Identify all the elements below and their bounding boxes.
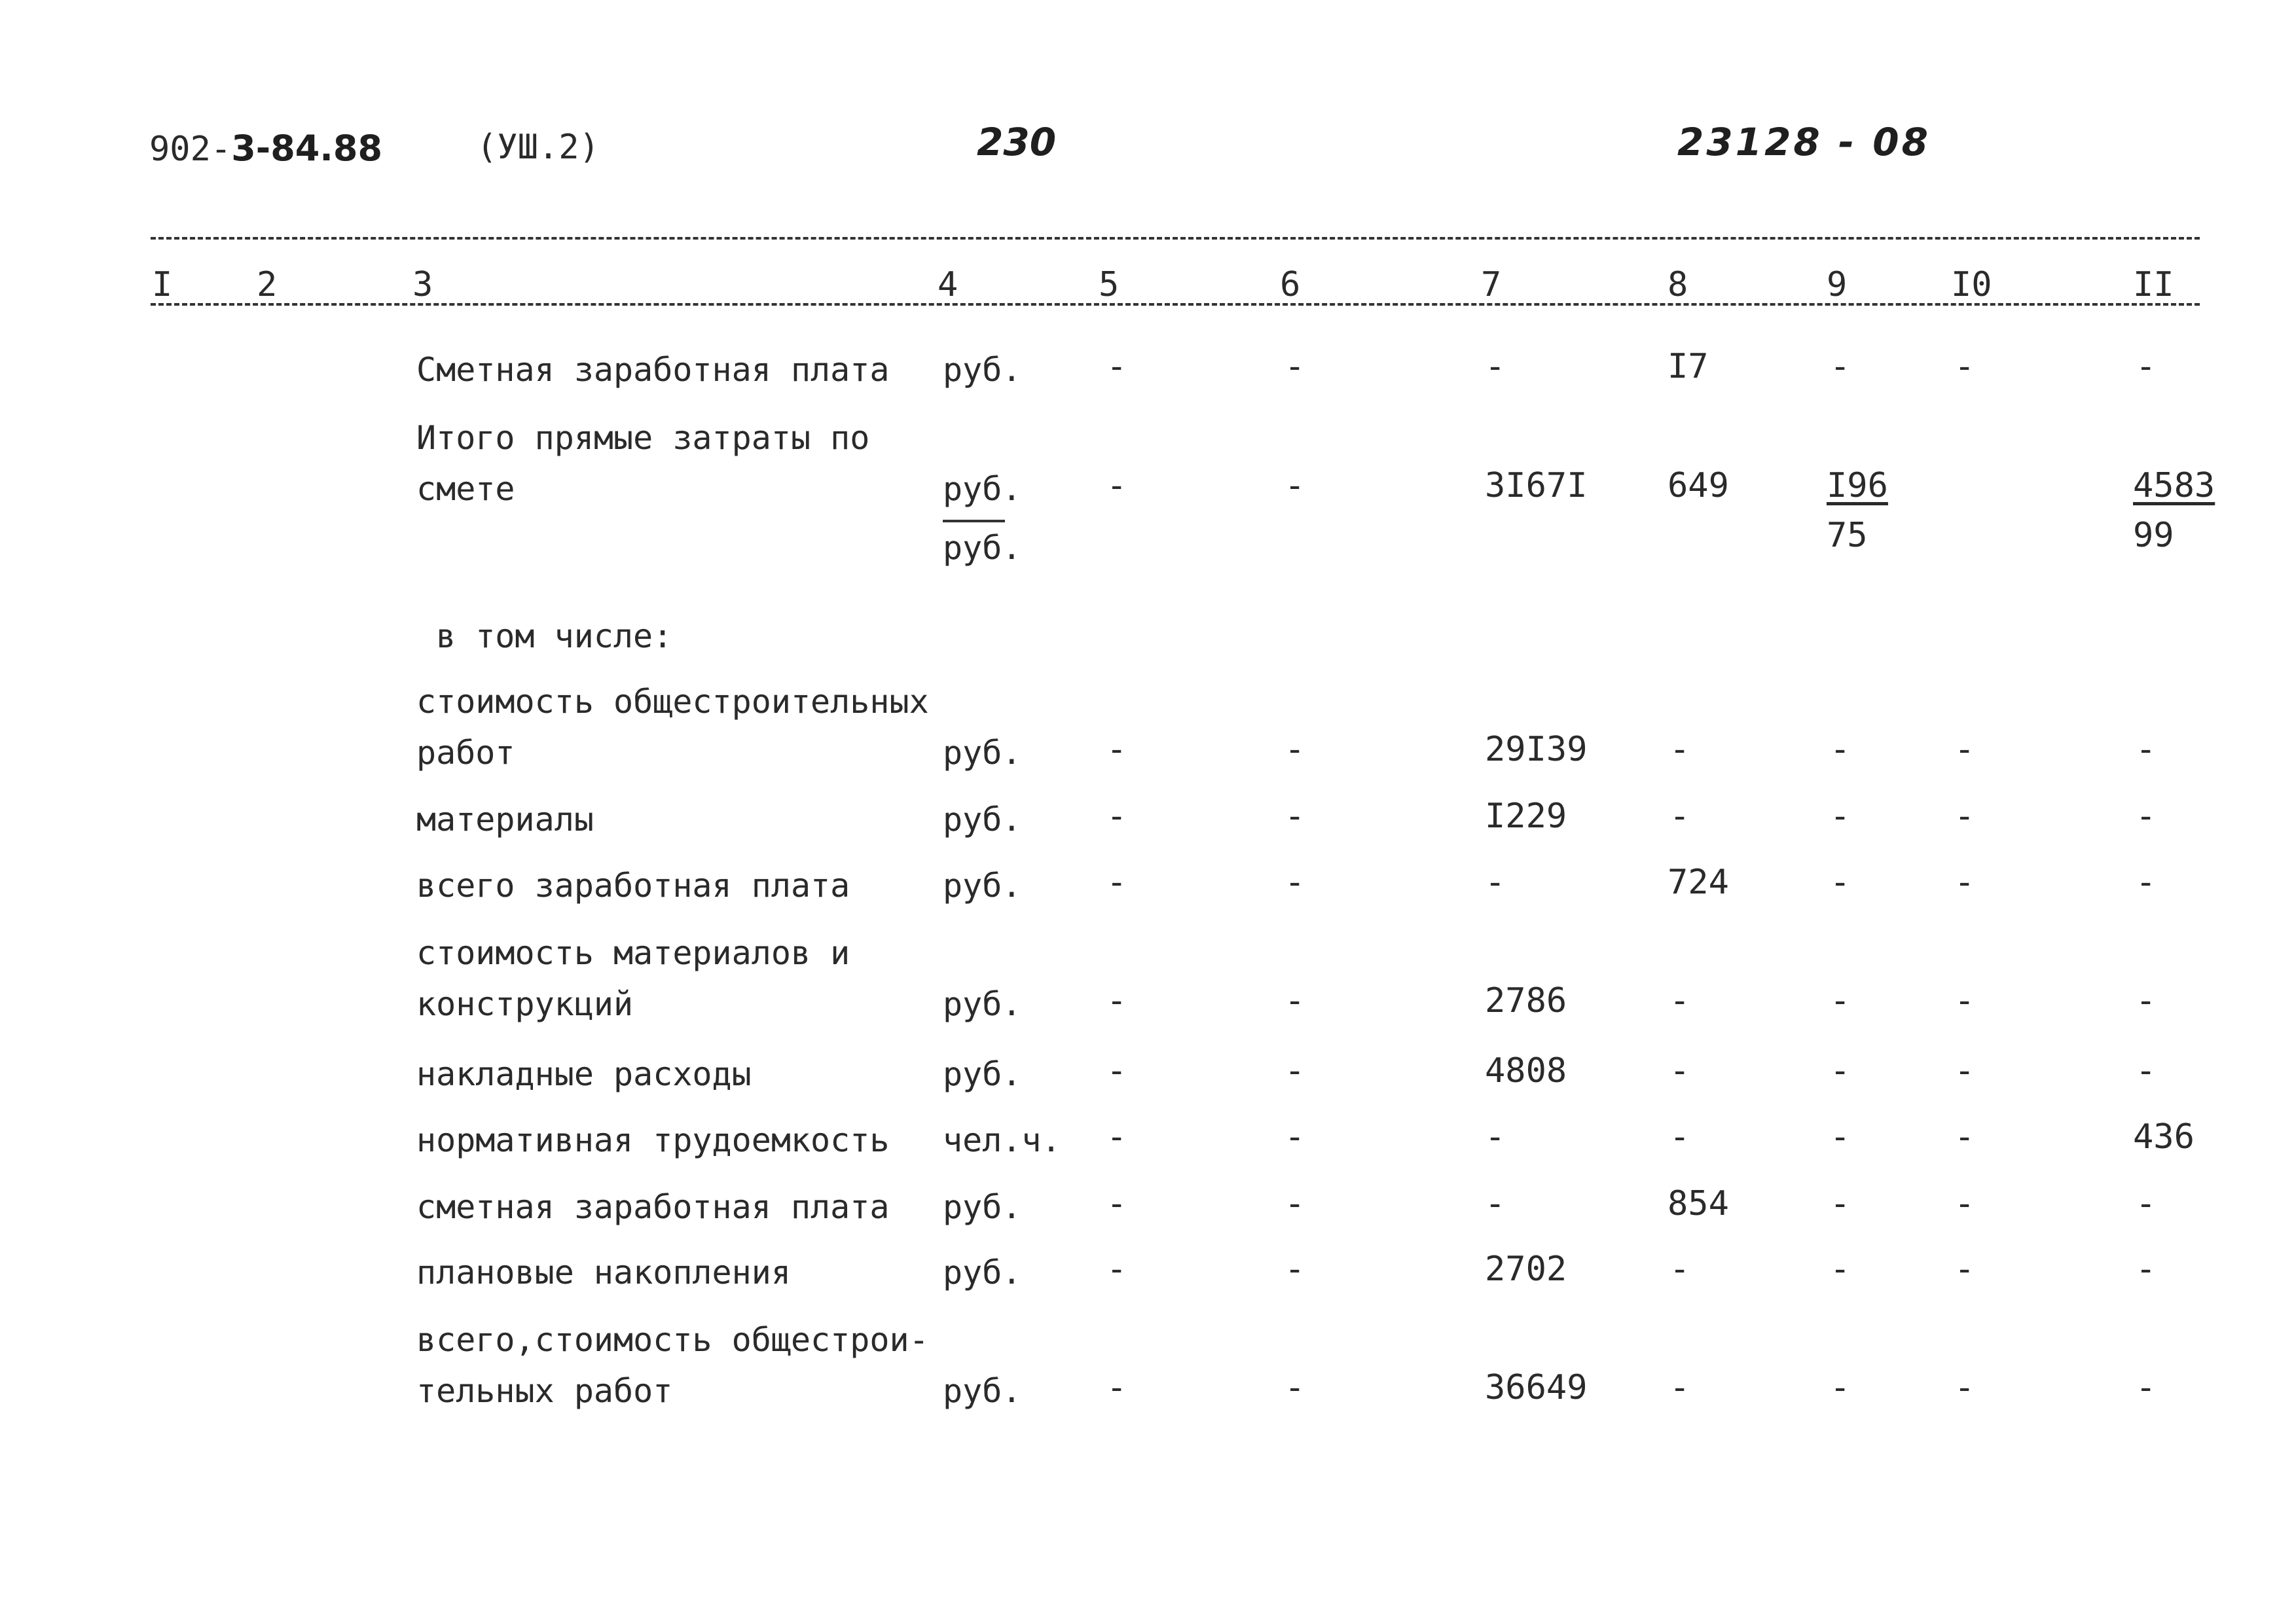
column-number: 8 <box>1667 265 1688 304</box>
cell-value: I96 <box>1827 466 1888 505</box>
empty-cell-dash: - <box>1285 863 1305 902</box>
row-label: стоимость общестроительных <box>416 683 929 721</box>
column-number: I <box>152 265 173 304</box>
cell-value: 2702 <box>1485 1250 1567 1289</box>
cell-value: 4808 <box>1485 1051 1567 1091</box>
column-number: 7 <box>1481 265 1502 304</box>
empty-cell-dash: - <box>1285 730 1305 769</box>
row-unit: руб. <box>943 801 1022 839</box>
row-unit: руб. <box>943 1372 1022 1410</box>
row-unit: руб. <box>943 734 1022 772</box>
column-number: 5 <box>1099 265 1120 304</box>
empty-cell-dash: - <box>1106 1184 1127 1223</box>
row-unit: руб. <box>943 1254 1022 1291</box>
empty-cell-dash: - <box>2136 1250 2157 1289</box>
row-label: сметная заработная плата <box>416 1188 890 1226</box>
empty-cell-dash: - <box>1106 466 1127 505</box>
row-label: Сметная заработная плата <box>416 351 890 389</box>
empty-cell-dash: - <box>1285 1051 1305 1091</box>
cell-value: 3I67I <box>1485 466 1588 505</box>
empty-cell-dash: - <box>1106 1051 1127 1091</box>
row-label: стоимость материалов и <box>416 934 850 972</box>
row-unit: руб. <box>943 1055 1022 1093</box>
empty-cell-dash: - <box>1830 347 1851 386</box>
sheet-code: 23128 - 08 <box>1677 120 1931 164</box>
empty-cell-dash: - <box>1669 981 1690 1020</box>
empty-cell-dash: - <box>1285 797 1305 836</box>
empty-cell-dash: - <box>1669 730 1690 769</box>
empty-cell-dash: - <box>1485 1117 1506 1157</box>
table-header-rule <box>151 303 2200 306</box>
empty-cell-dash: - <box>1954 981 1975 1020</box>
row-label: всего,стоимость общестрои- <box>416 1321 929 1359</box>
row-unit-denominator: руб. <box>943 529 1022 567</box>
empty-cell-dash: - <box>2136 863 2157 902</box>
row-label: работ <box>416 734 515 772</box>
document-code-handwritten: 3-84.88 <box>231 128 383 169</box>
row-unit: руб. <box>943 351 1022 389</box>
empty-cell-dash: - <box>1285 1117 1305 1157</box>
cell-value: 4583 <box>2133 466 2215 505</box>
empty-cell-dash: - <box>1106 1368 1127 1407</box>
empty-cell-dash: - <box>1106 347 1127 386</box>
empty-cell-dash: - <box>1830 730 1851 769</box>
empty-cell-dash: - <box>1830 863 1851 902</box>
empty-cell-dash: - <box>1669 1250 1690 1289</box>
document-code <box>149 128 382 169</box>
row-label: конструкций <box>416 985 634 1023</box>
empty-cell-dash: - <box>2136 981 2157 1020</box>
row-label: нормативная трудоемкость <box>416 1121 890 1159</box>
empty-cell-dash: - <box>1830 1250 1851 1289</box>
document-code-prefix: 902- <box>149 130 232 169</box>
empty-cell-dash: - <box>1669 797 1690 836</box>
empty-cell-dash: - <box>1954 730 1975 769</box>
empty-cell-dash: - <box>1485 863 1506 902</box>
table-top-rule <box>151 237 2200 240</box>
cell-value: 854 <box>1667 1184 1729 1223</box>
empty-cell-dash: - <box>1954 347 1975 386</box>
empty-cell-dash: - <box>1106 1117 1127 1157</box>
column-number: I0 <box>1951 265 1992 304</box>
empty-cell-dash: - <box>1285 1250 1305 1289</box>
empty-cell-dash: - <box>1485 1184 1506 1223</box>
unit-fraction-bar <box>943 520 1005 522</box>
page-number: 230 <box>977 120 1057 164</box>
empty-cell-dash: - <box>2136 797 2157 836</box>
cell-value: 436 <box>2133 1117 2195 1157</box>
row-unit: руб. <box>943 867 1022 905</box>
empty-cell-dash: - <box>1285 981 1305 1020</box>
empty-cell-dash: - <box>1954 1184 1975 1223</box>
empty-cell-dash: - <box>1485 347 1506 386</box>
row-label: накладные расходы <box>416 1055 752 1093</box>
empty-cell-dash: - <box>1830 797 1851 836</box>
empty-cell-dash: - <box>1106 863 1127 902</box>
column-number: 4 <box>938 265 958 304</box>
cell-value: 36649 <box>1485 1368 1588 1407</box>
column-number: 3 <box>412 265 433 304</box>
column-number: 6 <box>1280 265 1301 304</box>
row-unit: руб. <box>943 470 1022 508</box>
empty-cell-dash: - <box>1954 1368 1975 1407</box>
empty-cell-dash: - <box>1106 981 1127 1020</box>
empty-cell-dash: - <box>1830 981 1851 1020</box>
column-number: 2 <box>257 265 278 304</box>
row-label: смете <box>416 470 515 508</box>
cell-value: 724 <box>1667 863 1729 902</box>
empty-cell-dash: - <box>1954 1117 1975 1157</box>
empty-cell-dash: - <box>1954 863 1975 902</box>
empty-cell-dash: - <box>2136 1184 2157 1223</box>
cell-value: 2786 <box>1485 981 1567 1020</box>
empty-cell-dash: - <box>2136 730 2157 769</box>
cell-value: I7 <box>1667 347 1709 386</box>
cell-value: 29I39 <box>1485 730 1588 769</box>
section-heading: в том числе: <box>436 617 673 655</box>
empty-cell-dash: - <box>1669 1117 1690 1157</box>
row-label: тельных работ <box>416 1372 673 1410</box>
empty-cell-dash: - <box>1285 1184 1305 1223</box>
empty-cell-dash: - <box>1830 1051 1851 1091</box>
empty-cell-dash: - <box>1106 797 1127 836</box>
empty-cell-dash: - <box>1285 347 1305 386</box>
empty-cell-dash: - <box>1954 1051 1975 1091</box>
empty-cell-dash: - <box>1106 730 1127 769</box>
empty-cell-dash: - <box>2136 347 2157 386</box>
column-number: 9 <box>1827 265 1848 304</box>
cell-value: 649 <box>1667 466 1729 505</box>
empty-cell-dash: - <box>1954 1250 1975 1289</box>
empty-cell-dash: - <box>1954 797 1975 836</box>
empty-cell-dash: - <box>2136 1051 2157 1091</box>
row-label: всего заработная плата <box>416 867 850 905</box>
row-unit: чел.ч. <box>943 1121 1061 1159</box>
empty-cell-dash: - <box>1106 1250 1127 1289</box>
column-number: II <box>2133 265 2174 304</box>
empty-cell-dash: - <box>1285 1368 1305 1407</box>
row-label: материалы <box>416 801 594 839</box>
cell-value-denominator: 75 <box>1827 516 1868 555</box>
row-unit: руб. <box>943 985 1022 1023</box>
row-label: Итого прямые затраты по <box>416 419 870 457</box>
cell-value-denominator: 99 <box>2133 516 2174 555</box>
row-label: плановые накопления <box>416 1254 791 1291</box>
empty-cell-dash: - <box>1669 1368 1690 1407</box>
empty-cell-dash: - <box>1669 1051 1690 1091</box>
row-unit: руб. <box>943 1188 1022 1226</box>
empty-cell-dash: - <box>1285 466 1305 505</box>
empty-cell-dash: - <box>1830 1184 1851 1223</box>
empty-cell-dash: - <box>1830 1368 1851 1407</box>
empty-cell-dash: - <box>2136 1368 2157 1407</box>
empty-cell-dash: - <box>1830 1117 1851 1157</box>
volume-label: (УШ.2) <box>477 128 600 167</box>
cell-value: I229 <box>1485 797 1567 836</box>
